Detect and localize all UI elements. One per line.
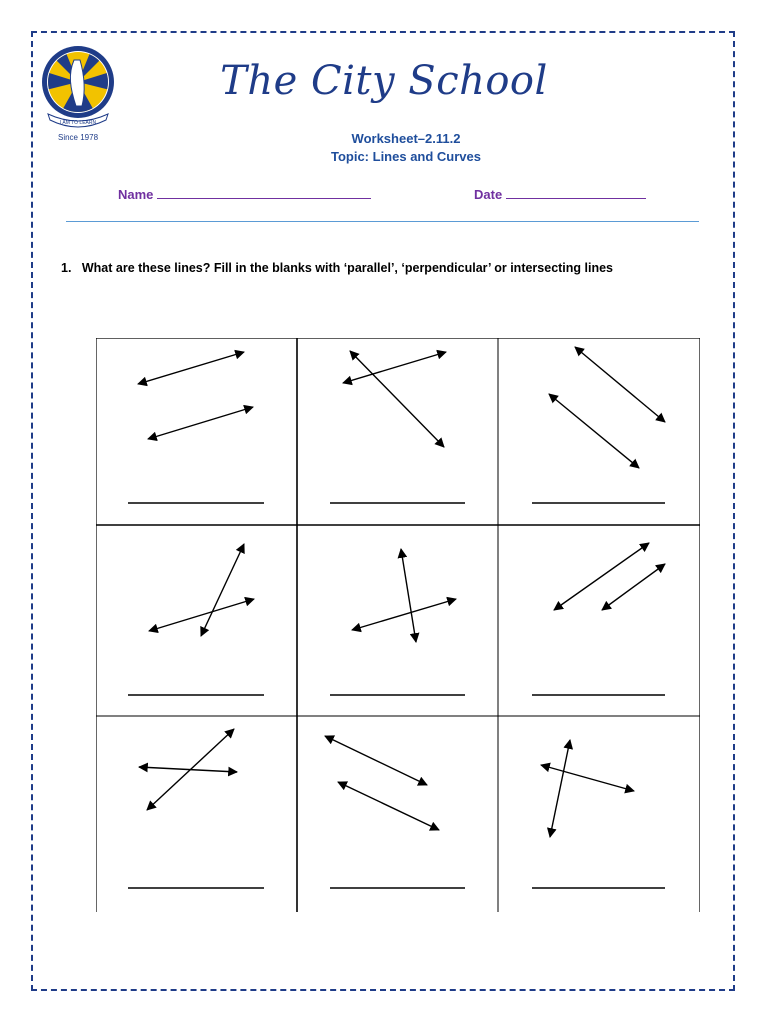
question-text: What are these lines? Fill in the blanks with ‘parallel’, ‘perpendicular’ or intersecting lines xyxy=(81,261,614,275)
date-blank[interactable] xyxy=(506,186,646,199)
name-label: Name xyxy=(118,187,154,202)
grid-cell-6 xyxy=(532,543,665,695)
double-arrow-line xyxy=(554,543,649,610)
double-arrow-line xyxy=(541,765,634,791)
grid-cell-5 xyxy=(330,549,465,695)
double-arrow-line xyxy=(138,352,244,384)
logo-since: Since 1978 xyxy=(57,133,99,142)
name-blank[interactable] xyxy=(157,186,371,199)
grid-cell-9 xyxy=(532,740,665,888)
double-arrow-line xyxy=(575,347,665,422)
double-arrow-line xyxy=(343,352,446,383)
worksheet-number: Worksheet–2.11.2 xyxy=(351,131,461,146)
grid-cell-4 xyxy=(128,544,264,695)
double-arrow-line xyxy=(602,564,665,610)
date-label: Date xyxy=(474,187,503,202)
double-arrow-line xyxy=(147,729,234,810)
double-arrow-line xyxy=(149,599,254,631)
double-arrow-line xyxy=(401,549,416,642)
school-title: The City School xyxy=(220,58,548,104)
double-arrow-line xyxy=(350,351,444,447)
name-field[interactable] xyxy=(118,186,371,202)
double-arrow-line xyxy=(325,736,427,785)
lines-grid xyxy=(96,338,700,912)
double-arrow-line xyxy=(338,782,439,830)
grid-cell-7 xyxy=(128,729,264,888)
header-divider xyxy=(66,221,699,222)
double-arrow-line xyxy=(352,599,456,630)
double-arrow-line xyxy=(550,740,570,837)
grid-cell-1 xyxy=(128,352,264,503)
logo-motto: I AM TO LEARN xyxy=(59,120,97,126)
grid-cell-8 xyxy=(325,736,465,888)
double-arrow-line xyxy=(148,407,253,439)
double-arrow-line xyxy=(549,394,639,468)
double-arrow-line xyxy=(201,544,244,636)
question-number: 1. xyxy=(61,261,72,275)
grid-cell-3 xyxy=(532,347,665,503)
grid-cell-2 xyxy=(330,351,465,503)
worksheet-topic: Topic: Lines and Curves xyxy=(330,149,481,164)
question-1 xyxy=(61,261,741,275)
date-field[interactable] xyxy=(474,186,646,202)
